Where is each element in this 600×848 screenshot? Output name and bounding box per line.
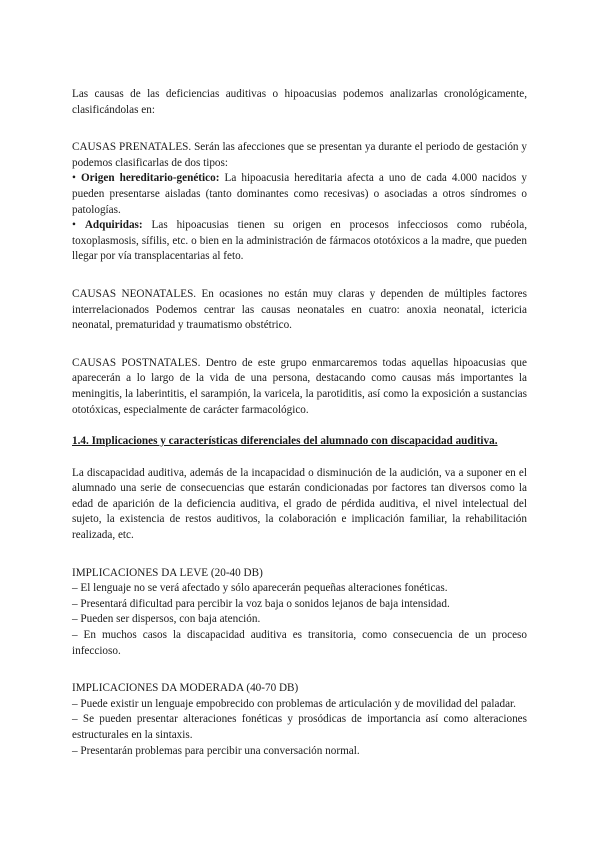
document-page — [72, 87, 527, 759]
bullet-label: Adquiridas: — [84, 219, 143, 232]
list-item: – Se pueden presentar alteraciones fonéticas y prosódicas de importancia así como alteraciones estructurales en la sintaxis. — [72, 713, 527, 741]
postnatales-paragraph: CAUSAS POSTNATALES. Dentro de este grupo enmarcaremos todas aquellas hipoacusias que aparecerán a lo largo de la vida de una persona, destacando como causas más importantes la meningitis, la laberintitis, el sarampión, la varicela, la parotiditis, así como la exposición a sustancias ototóxicas, especialmente de carácter farmacológico. — [72, 356, 527, 416]
list-item: – Presentará dificultad para percibir la voz baja o sonidos lejanos de baja intensidad. — [72, 597, 450, 610]
bullet-text: Las hipoacusias tienen su origen en procesos infecciosos como rubéola, toxoplasmosis, sífilis, etc. o bien en la administración de fármacos ototóxicos a la madre, que pueden llegar por vía transplacentarias al feto. — [72, 219, 527, 263]
list-item: – En muchos casos la discapacidad auditiva es transitoria, como consecuencia de un proceso infeccioso. — [72, 629, 527, 657]
bullet-glyph: • — [72, 172, 81, 185]
leve-title: IMPLICACIONES DA LEVE (20-40 DB) — [72, 566, 263, 579]
prenatales-text: Serán las afecciones que se presentan ya durante el periodo de gestación y podemos clasificarlas de dos tipos: — [72, 141, 528, 169]
list-item: – Presentarán problemas para percibir una conversación normal. — [72, 744, 360, 757]
prenatales-lead: CAUSAS PRENATALES. — [72, 141, 192, 154]
bullet-text: La hipoacusia hereditaria afecta a uno de cada 4.000 nacidos y pueden presentarse aisladas (tanto dominantes como recesivas) o asociadas a otros síndromes o patologías. — [72, 172, 527, 216]
bullet-label: Origen hereditario-genético: — [80, 172, 220, 185]
prenatales-paragraph — [72, 140, 527, 171]
neonatales-paragraph: CAUSAS NEONATALES. En ocasiones no están muy claras y dependen de múltiples factores interrelacionados Podemos centrar las causas neonatales en cuatro: anoxia neonatal, ictericia neonatal, prematuridad y traumatismo obstétrico. — [72, 287, 527, 332]
bullet-glyph: • — [72, 219, 85, 232]
moderada-title: IMPLICACIONES DA MODERADA (40-70 DB) — [72, 682, 299, 695]
section-intro-paragraph: La discapacidad auditiva, además de la incapacidad o disminución de la audición, va a suponer en el alumnado una serie de consecuencias que estarán condicionadas por factores tan diversos como la edad de aparición de la deficiencia auditiva, el grado de pérdida auditiva, el nivel intelectual del sujeto, la existencia de restos auditivos, la colaboración e implicación familiar, la rehabilitación realizada, etc. — [72, 466, 527, 542]
list-item: – El lenguaje no se verá afectado y sólo aparecerán pequeñas alteraciones fonéticas. — [72, 582, 448, 595]
bullet-item — [72, 218, 527, 265]
list-item: – Pueden ser dispersos, con baja atención. — [72, 613, 261, 626]
intro-paragraph: Las causas de las deficiencias auditivas o hipoacusias podemos analizarlas cronológicamente, clasificándolas en: — [72, 88, 527, 116]
bullet-item — [72, 171, 527, 218]
section-heading: 1.4. Implicaciones y características diferenciales del alumnado con discapacidad auditiva. — [72, 435, 498, 448]
list-item: – Puede existir un lenguaje empobrecido con problemas de articulación y de movilidad del paladar. — [72, 697, 516, 710]
